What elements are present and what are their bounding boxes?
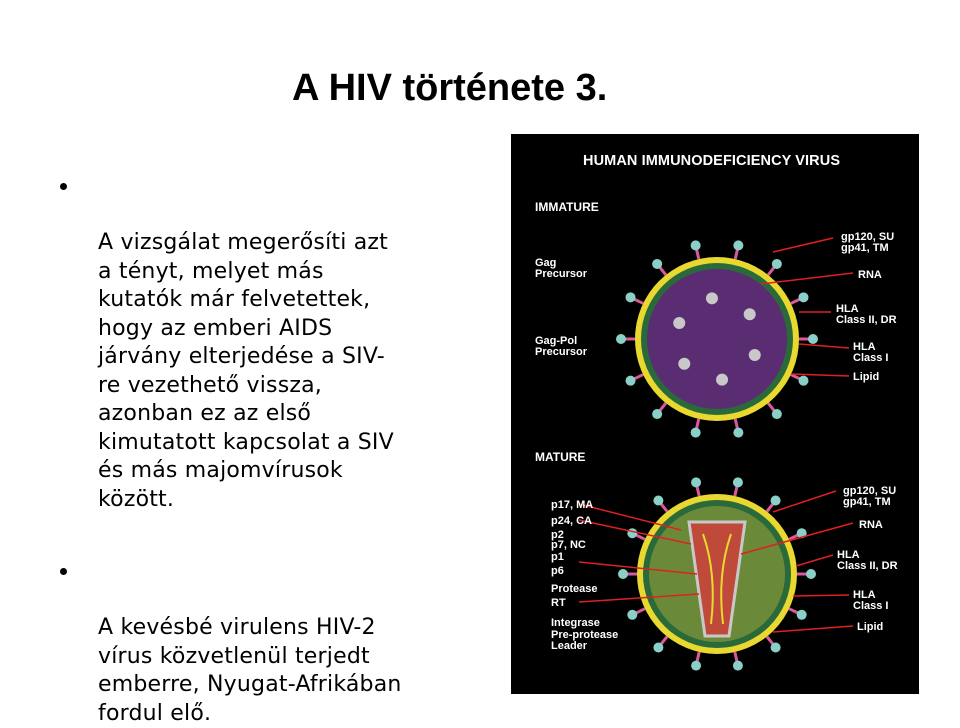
immature-spike-head [616,334,626,344]
mature-spike-head [653,496,663,506]
bullet-list [60,172,500,728]
immature-spike-head [652,259,662,269]
mature-spike-head [771,496,781,506]
bullet-dot-icon [60,568,67,575]
mature-label-integrase: Integrase [551,617,600,629]
label-pointer-arrow [796,555,833,566]
immature-spike-head [691,428,701,438]
immature-spike-head [691,240,701,250]
immature-spike-head [798,376,808,386]
mature-spike-head [627,528,637,538]
mature-label-gp120: gp120, SU gp41, TM [843,485,897,508]
immature-spike-head [626,292,636,302]
immature-label-gag: Gag Precursor [535,257,587,280]
label-pointer-arrow [773,626,853,632]
mature-label-hla1: HLA Class I [853,589,889,612]
bullet-item [60,172,500,514]
label-pointer-arrow [791,374,849,376]
immature-gag-protein [716,374,728,386]
immature-spike-head [808,334,818,344]
immature-spike-head [772,259,782,269]
mature-label-p2: p2 [551,529,564,541]
immature-gag-protein [673,317,685,329]
mature-label-rna: RNA [859,519,883,531]
mature-label-p17: p17, MA [551,499,594,511]
mature-label-rt: RT [551,597,566,609]
label-pointer-arrow [773,491,836,512]
mature-label-p24: p24, CA [551,515,592,527]
immature-spike-head [772,409,782,419]
bullet-text: A kevésbé virulens HIV-2 vírus közvetlenül terjedt emberre, Nyugat-Afrikában fordul elő. [98,615,402,726]
mature-spike-head [797,610,807,620]
mature-spike-head [627,610,637,620]
mature-label-protease: Protease [551,583,598,595]
label-pointer-arrow [793,595,849,596]
label-pointer-arrow [799,344,849,348]
mature-label-lipid: Lipid [857,621,884,633]
mature-label-p6: p6 [551,565,564,577]
immature-gag-protein [744,308,756,320]
label-pointer-arrow [773,238,833,252]
label-pointer-arrow [761,273,853,284]
mature-label-hla2: HLA Class II, DR [837,549,898,572]
immature-gag-protein [706,292,718,304]
mature-spike-head [733,661,743,671]
mature-spike-head [771,642,781,652]
mature-spike-head [733,477,743,487]
mature-label-p7: p7, NC [551,539,586,551]
mature-spike-head [806,569,816,579]
hiv-structure-figure [511,134,919,694]
immature-label-rna: RNA [858,269,882,281]
immature-spike-head [733,240,743,250]
bullet-item [60,557,500,728]
immature-gag-protein [678,358,690,370]
immature-label-hla1: HLA Class I [853,341,889,364]
mature-heading: MATURE [535,450,586,464]
immature-spike-head [652,409,662,419]
mature-spike-head [618,569,628,579]
slide-title: A HIV története 3. [292,67,608,109]
mature-spike-head [691,661,701,671]
immature-label-gagpol: Gag-Pol Precursor [535,335,587,358]
mature-spike-head [653,642,663,652]
immature-label-lipid: Lipid [853,371,880,383]
immature-heading: IMMATURE [535,200,599,214]
immature-label-hla2: HLA Class II, DR [836,303,897,326]
mature-label-preprotease: Pre-protease Leader [551,629,619,652]
immature-inner-core [647,269,787,409]
figure-title: HUMAN IMMUNODEFICIENCY VIRUS [583,153,841,169]
immature-gag-protein [749,349,761,361]
immature-spike-head [733,428,743,438]
mature-label-p1: p1 [551,551,564,563]
immature-spike-head [798,292,808,302]
immature-label-gp120: gp120, SU gp41, TM [841,231,895,254]
immature-spike-head [626,376,636,386]
mature-spike-head [691,477,701,487]
bullet-text: A vizsgálat megerősíti azt a tényt, melyet más kutatók már felvetettek, hogy az emberi AIDS járvány elterjedése a SIV- re vezethető vissza, azonban ez az első kimutatott kapcsolat a SIV és más majomvírusok között. [98,230,394,512]
bullet-dot-icon [60,183,67,190]
